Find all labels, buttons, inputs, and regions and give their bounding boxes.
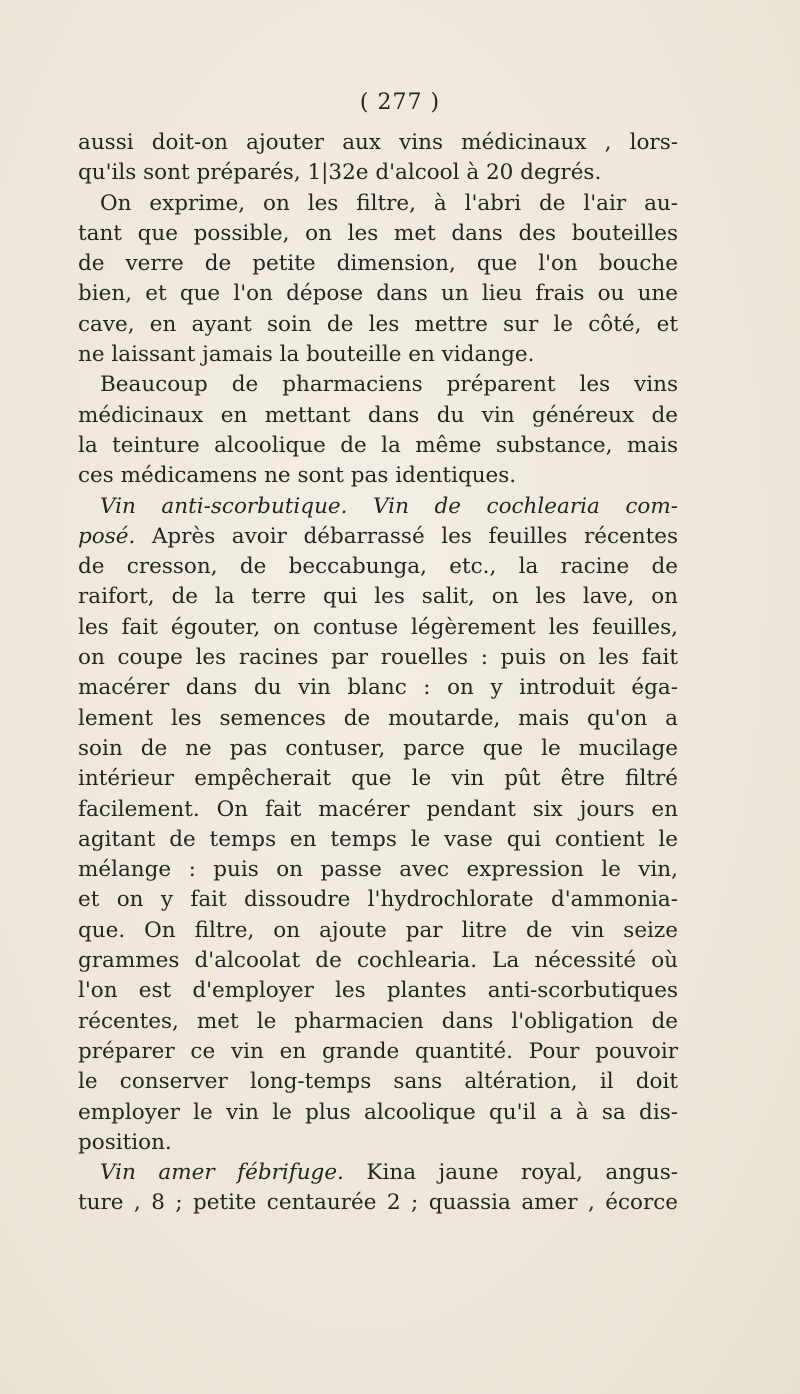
text-line	[78, 673, 678, 703]
text-line	[78, 613, 678, 643]
text-line	[78, 1158, 678, 1188]
line-text: facilement. On fait macérer pendant six jours en	[78, 796, 678, 822]
text-line	[78, 340, 678, 370]
line-text: macérer dans du vin blanc : on y introduit éga-	[78, 675, 678, 701]
line-text: aussi doit-on ajouter aux vins médicinaux , lors-	[78, 130, 678, 155]
line-text: et on y fait dissoudre l'hydrochlorate d'ammonia-	[78, 887, 678, 913]
text-line	[78, 795, 678, 825]
text-line	[78, 552, 678, 582]
page-number: ( 277 )	[359, 90, 441, 115]
text-line	[78, 249, 678, 279]
line-text: médicinaux en mettant dans du vin généreux de	[78, 402, 678, 428]
text-line	[78, 885, 678, 915]
line-text: Après avoir débarrassé les feuilles récentes	[135, 523, 678, 549]
line-text: soin de ne pas contuser, parce que le mucilage	[78, 735, 678, 761]
text-line	[78, 1098, 678, 1128]
text-line	[78, 158, 678, 188]
line-text: le conserver long-temps sans altération, il doit	[78, 1069, 678, 1095]
text-line	[78, 1067, 678, 1097]
line-text: employer le vin le plus alcoolique qu'il a à sa dis-	[78, 1099, 678, 1125]
italic-heading: Vin anti-scorbutique. Vin de cochlearia com-	[100, 493, 678, 519]
text-line	[78, 582, 678, 612]
text-line	[78, 431, 678, 461]
line-text: agitant de temps en temps le vase qui contient le	[78, 826, 678, 852]
italic-heading: posé.	[78, 523, 136, 549]
line-text: cave, en ayant soin de les mettre sur le côté, et	[78, 311, 678, 337]
text-line	[78, 976, 678, 1006]
line-text: de verre de petite dimension, que l'on bouche	[78, 251, 678, 277]
line-text: lement les semences de moutarde, mais qu'on a	[78, 705, 678, 731]
line-text: la teinture alcoolique de la même substance, mais	[78, 432, 678, 458]
text-line	[78, 461, 678, 491]
line-text: récentes, met le pharmacien dans l'obligation de	[78, 1008, 678, 1034]
text-line	[78, 734, 678, 764]
line-text: bien, et que l'on dépose dans un lieu frais ou une	[78, 281, 678, 307]
text-line	[78, 916, 678, 946]
text-line	[78, 401, 678, 431]
text-line	[78, 855, 678, 885]
line-text: l'on est d'employer les plantes anti-scorbutiques	[78, 978, 678, 1004]
line-text: préparer ce vin en grande quantité. Pour pouvoir	[78, 1038, 678, 1064]
line-text: mélange : puis on passe avec expression le vin,	[78, 857, 678, 883]
line-text: qu'ils sont préparés, 1|32e d'alcool à 20 degrés.	[78, 160, 602, 186]
text-line	[78, 279, 678, 309]
line-text: de cresson, de beccabunga, etc., la racine de	[78, 554, 678, 580]
text-line	[78, 825, 678, 855]
line-text: ces médicamens ne sont pas identiques.	[78, 463, 517, 489]
text-line	[78, 1128, 678, 1158]
line-text: on coupe les racines par rouelles : puis on les fait	[78, 645, 678, 671]
text-line	[78, 370, 678, 400]
text-line	[78, 643, 678, 673]
line-text: raifort, de la terre qui les salit, on les lave, on	[78, 584, 678, 610]
text-line	[78, 522, 678, 552]
line-text: ture , 8 ; petite centaurée 2 ; quassia amer , écorce	[78, 1190, 678, 1216]
line-text: intérieur empêcherait que le vin pût être filtré	[78, 766, 678, 792]
line-text: tant que possible, on les met dans des bouteilles	[78, 220, 678, 246]
text-line	[78, 219, 678, 249]
text-line	[78, 946, 678, 976]
text-line	[78, 189, 678, 219]
italic-heading: Vin amer fébrifuge.	[100, 1160, 344, 1186]
text-line	[78, 128, 678, 158]
text-line	[78, 310, 678, 340]
text-line	[78, 764, 678, 794]
text-line	[78, 1037, 678, 1067]
text-line	[78, 1007, 678, 1037]
line-text: ne laissant jamais la bouteille en vidange.	[78, 342, 535, 368]
line-text: On exprime, on les filtre, à l'abri de l'air au-	[100, 190, 678, 216]
text-line	[78, 492, 678, 522]
line-text: que. On filtre, on ajoute par litre de vin seize	[78, 917, 678, 943]
text-line	[78, 704, 678, 734]
line-text: les fait égouter, on contuse légèrement les feuilles,	[78, 614, 678, 640]
body-text	[78, 128, 678, 1219]
line-text: Beaucoup de pharmaciens préparent les vins	[100, 372, 678, 398]
text-line	[78, 1188, 678, 1218]
line-text: position.	[78, 1129, 172, 1155]
line-text: grammes d'alcoolat de cochlearia. La nécessité où	[78, 948, 678, 974]
line-text: Kina jaune royal, angus-	[343, 1160, 678, 1186]
